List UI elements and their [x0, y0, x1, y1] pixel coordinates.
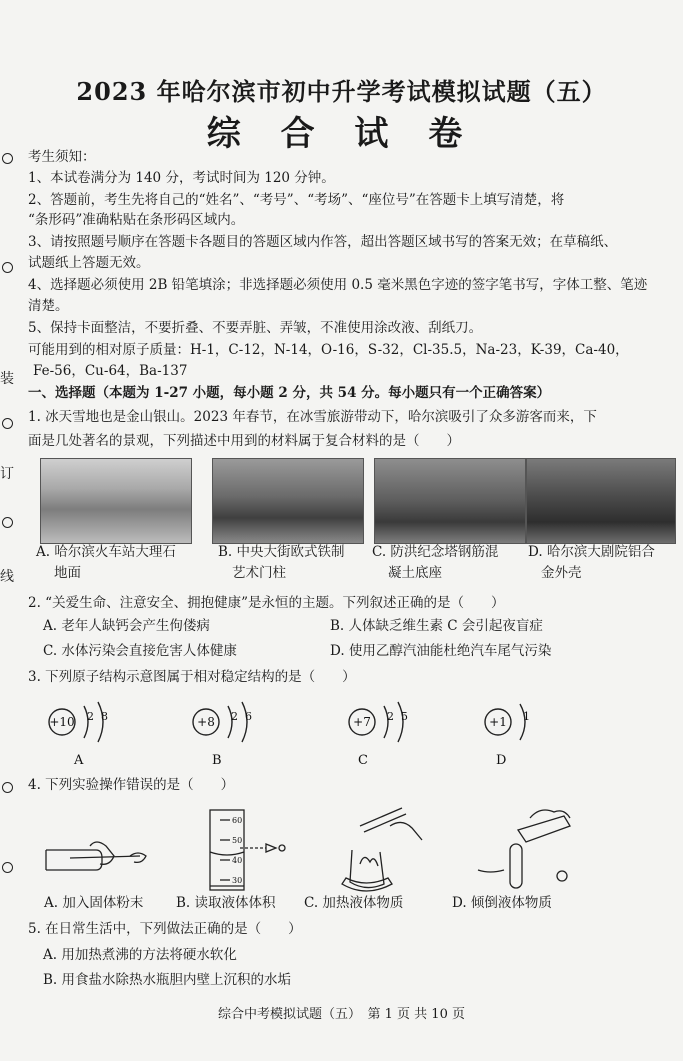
- atom-b-nucleus-charge: +8: [197, 715, 215, 729]
- atomic-mass-line: 可能用到的相对原子质量：H-1，C-12，N-14，O-16，S-32，Cl-35.5，Na-23，K-39，Ca-40，: [28, 342, 629, 358]
- notice-heading: 考生须知：: [28, 149, 96, 165]
- notice-item: 试题纸上答题无效。: [28, 255, 150, 271]
- diagram-a-add-powder: [46, 842, 146, 870]
- q1-option-a: A. 哈尔滨火车站大理石: [36, 544, 176, 560]
- notice-item: 3、请按照题号顺序在答题卡各题目的答题区域内作答，超出答题区域书写的答案无效；在草稿纸、: [28, 234, 618, 250]
- photo-grand-theatre: [526, 458, 676, 544]
- atom-a-shell-2: 8: [101, 710, 108, 723]
- q1-option-a-cont: 地面: [54, 565, 81, 581]
- margin-mark-ding: 订: [0, 466, 14, 482]
- atom-d-shell-1: 1: [523, 710, 530, 723]
- q1-option-d-cont: 金外壳: [541, 565, 582, 581]
- margin-mark-zhuang: 装: [0, 371, 14, 387]
- cylinder-tick-50: 50: [232, 836, 243, 845]
- section-heading: 一、选择题（本题为 1-27 小题，每小题 2 分，共 54 分。每小题只有一个正确答案）: [28, 385, 551, 401]
- question-5-stem: 5. 在日常生活中，下列做法正确的是（ ）: [28, 921, 302, 937]
- question-1-stem: 面是几处著名的景观，下列描述中用到的材料属于复合材料的是（ ）: [28, 433, 460, 449]
- notice-item: 清楚。: [28, 298, 69, 314]
- notice-item: “条形码”准确粘贴在条形码区域内。: [28, 212, 245, 228]
- cylinder-tick-60: 60: [232, 816, 243, 825]
- atom-c-label: C: [358, 753, 368, 768]
- q1-option-d: D. 哈尔滨大剧院铝合: [528, 544, 655, 560]
- atom-b-label: B: [212, 753, 222, 768]
- question-4-stem: 4. 下列实验操作错误的是（ ）: [28, 777, 235, 793]
- atom-d-nucleus-charge: +1: [489, 715, 507, 729]
- q4-option-c: C. 加热液体物质: [304, 895, 404, 911]
- atom-c-shell-1: 2: [387, 710, 394, 723]
- binding-hole: [2, 262, 13, 273]
- q2-option-d: D. 使用乙醇汽油能杜绝汽车尾气污染: [330, 643, 552, 659]
- binding-hole: [2, 418, 13, 429]
- atom-a-nucleus-charge: +10: [49, 715, 75, 729]
- q1-option-c-cont: 凝土底座: [388, 565, 442, 581]
- cylinder-tick-40: 40: [232, 856, 243, 865]
- q1-option-b-cont: 艺术门柱: [232, 565, 286, 581]
- atom-d-label: D: [496, 753, 507, 768]
- atom-a-shell-1: 2: [87, 710, 94, 723]
- q2-option-c: C. 水体污染会直接危害人体健康: [43, 643, 237, 659]
- notice-item: 4、选择题必须使用 2B 铅笔填涂；非选择题必须使用 0.5 毫米黑色字迹的签字笔书写，字体工整、笔迹: [28, 277, 648, 293]
- q4-option-d: D. 倾倒液体物质: [452, 895, 552, 911]
- binding-hole: [2, 153, 13, 164]
- page-subtitle: 综 合 试 卷: [206, 114, 477, 154]
- notice-item: 1、本试卷满分为 140 分，考试时间为 120 分钟。: [28, 170, 335, 186]
- cylinder-tick-30: 30: [232, 876, 243, 885]
- q5-option-b: B. 用食盐水除热水瓶胆内壁上沉积的水垢: [43, 972, 292, 988]
- atom-c-nucleus-charge: +7: [353, 715, 371, 729]
- diagram-b-read-volume: [210, 810, 285, 890]
- diagram-d-pour-liquid: [478, 810, 570, 888]
- q5-option-a: A. 用加热煮沸的方法将硬水软化: [43, 947, 237, 963]
- q2-option-a: A. 老年人缺钙会产生佝偻病: [43, 618, 210, 634]
- atom-b-shell-2: 6: [245, 710, 252, 723]
- question-2-stem: 2. “关爱生命、注意安全、拥抱健康”是永恒的主题。下列叙述正确的是（ ）: [28, 595, 505, 611]
- binding-hole: [2, 862, 13, 873]
- margin-mark-xian: 线: [0, 569, 14, 585]
- question-1-stem: 1. 冰天雪地也是金山银山。2023 年春节，在冰雪旅游带动下，哈尔滨吸引了众多游客而来，下: [28, 409, 597, 425]
- page-footer: 综合中考模拟试题（五） 第 1 页 共 10 页: [218, 1007, 465, 1022]
- atom-b-shell-1: 2: [231, 710, 238, 723]
- atom-structure-diagrams: [40, 698, 680, 770]
- notice-item: 5、保持卡面整洁，不要折叠、不要弄脏、弄皱，不准使用涂改液、刮纸刀。: [28, 320, 483, 336]
- binding-hole: [2, 782, 13, 793]
- binding-hole: [2, 517, 13, 528]
- q1-option-b: B. 中央大街欧式铁制: [218, 544, 345, 560]
- photo-railway-station-floor: [40, 458, 192, 544]
- lab-operation-diagrams: [30, 800, 670, 896]
- photo-flood-memorial-tower: [374, 458, 526, 544]
- page-title: 2023 年哈尔滨市初中升学考试模拟试题（五）: [76, 77, 607, 106]
- q2-option-b: B. 人体缺乏维生素 C 会引起夜盲症: [330, 618, 543, 634]
- atom-c-shell-2: 5: [401, 710, 408, 723]
- notice-item: 2、答题前，考生先将自己的“姓名”、“考号”、“考场”、“座位号”在答题卡上填写清楚，将: [28, 192, 565, 208]
- q1-option-c: C. 防洪纪念塔钢筋混: [372, 544, 499, 560]
- q4-option-a: A. 加入固体粉末: [44, 895, 144, 911]
- question-3-stem: 3. 下列原子结构示意图属于相对稳定结构的是（ ）: [28, 669, 356, 685]
- atomic-mass-line: Fe-56，Cu-64，Ba-137: [33, 363, 188, 379]
- atom-a-label: A: [74, 753, 84, 768]
- photo-iron-gate-pillar: [212, 458, 364, 544]
- diagram-c-heat-liquid: [342, 808, 422, 891]
- q4-option-b: B. 读取液体体积: [176, 895, 276, 911]
